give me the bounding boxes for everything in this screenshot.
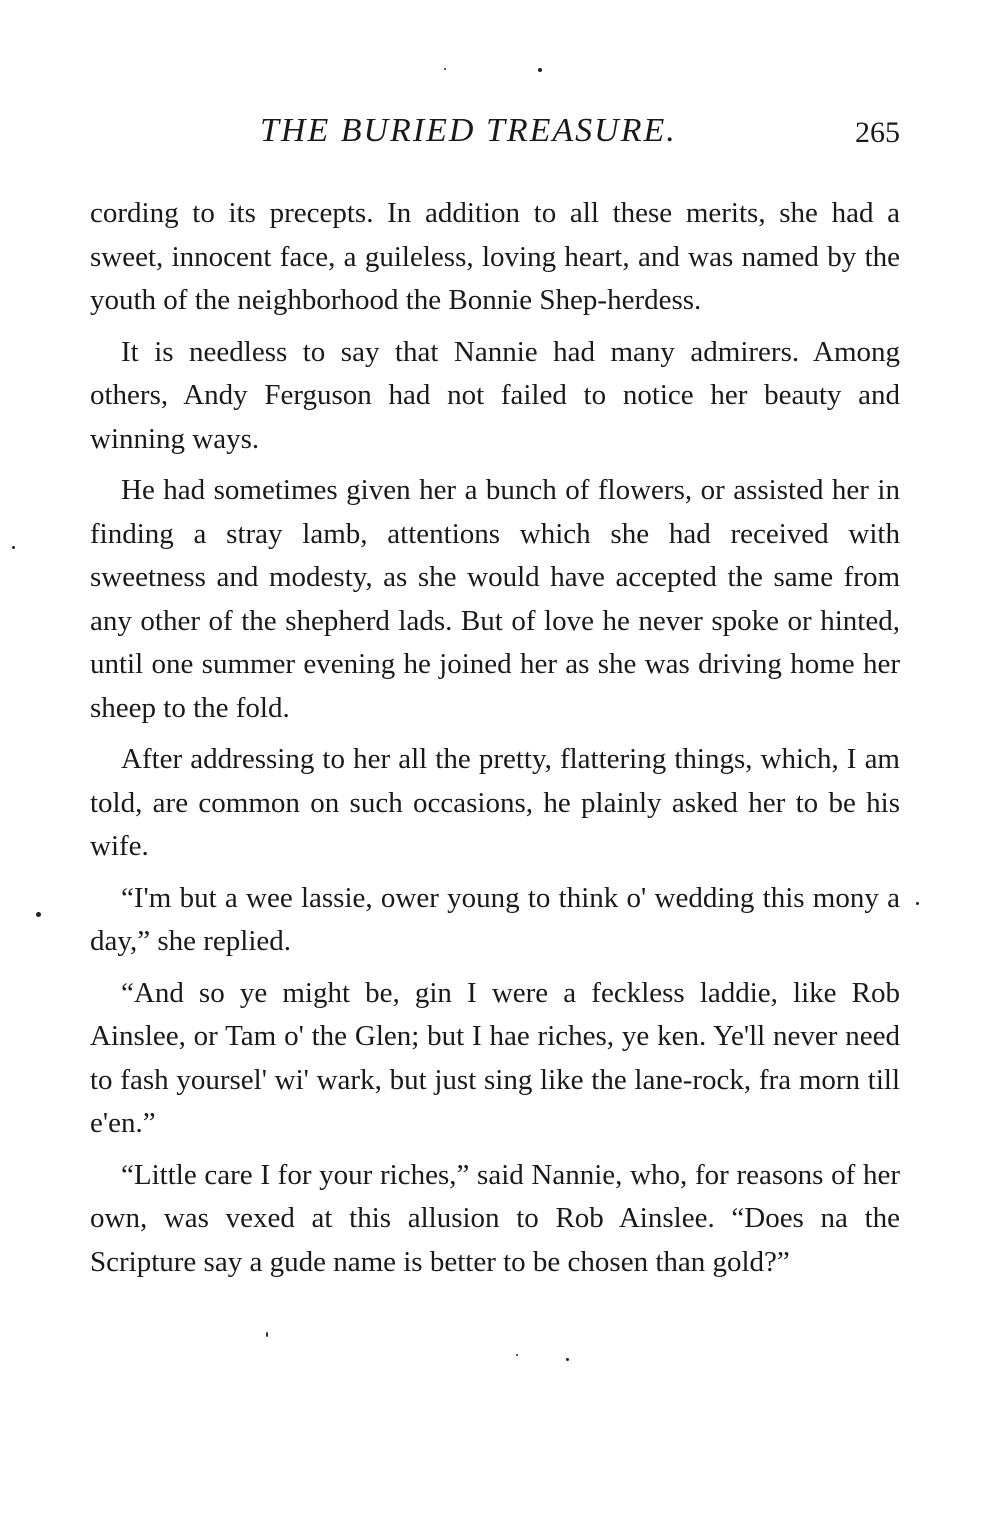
scan-speck (916, 902, 919, 905)
scan-speck (538, 68, 542, 72)
running-title: THE BURIED TREASURE. (260, 112, 677, 149)
paragraph-riches: “And so ye might be, gin I were a feckless laddie, like Rob Ainslee, or Tam o' the Glen; but I hae riches, ye ken. Ye'll never need to fash yoursel' wi' wark, but just sing like the lane-rock, fra morn till e'en.” (90, 976, 900, 1139)
page-number: 265 (855, 116, 900, 149)
paragraph-gude-name: “Little care I for your riches,” said Nannie, who, for reasons of her own, was vexed at this allusion to Rob Ainslee. “Does na the Scripture say a gude name is better to be chosen than gold?” (90, 1158, 900, 1278)
body-text (90, 192, 900, 1292)
scan-speck (12, 546, 15, 549)
paragraph-continuation: cording to its precepts. In addition to all these merits, she had a sweet, innocent face, a guileless, loving heart, and was named by the youth of the neighborhood the Bonnie Shep-herdess. (90, 197, 900, 316)
paragraph-proposal: After addressing to her all the pretty, flattering things, which, I am told, are common on such occasions, he plainly asked her to be his wife. (90, 743, 900, 862)
paragraph-wee-lassie: “I'm but a wee lassie, ower young to think o' wedding this mony a day,” she replied. (90, 881, 900, 957)
running-head (90, 112, 900, 162)
scan-speck (266, 1332, 268, 1337)
scan-speck (516, 1354, 518, 1356)
paragraph-admirers: It is needless to say that Nannie had many admirers. Among others, Andy Ferguson had not failed to notice her beauty and winning ways. (90, 335, 900, 455)
scan-speck (444, 68, 446, 70)
paragraph-flowers: He had sometimes given her a bunch of flowers, or assisted her in finding a stray lamb, attentions which she had received with sweetness and modesty, as she would have accepted the same from any other of the shepherd lads. But of love he never spoke or hinted, until one summer evening he joined her as she was driving home her sheep to the fold. (90, 474, 900, 724)
scan-speck (36, 912, 41, 917)
scan-speck (566, 1358, 569, 1361)
